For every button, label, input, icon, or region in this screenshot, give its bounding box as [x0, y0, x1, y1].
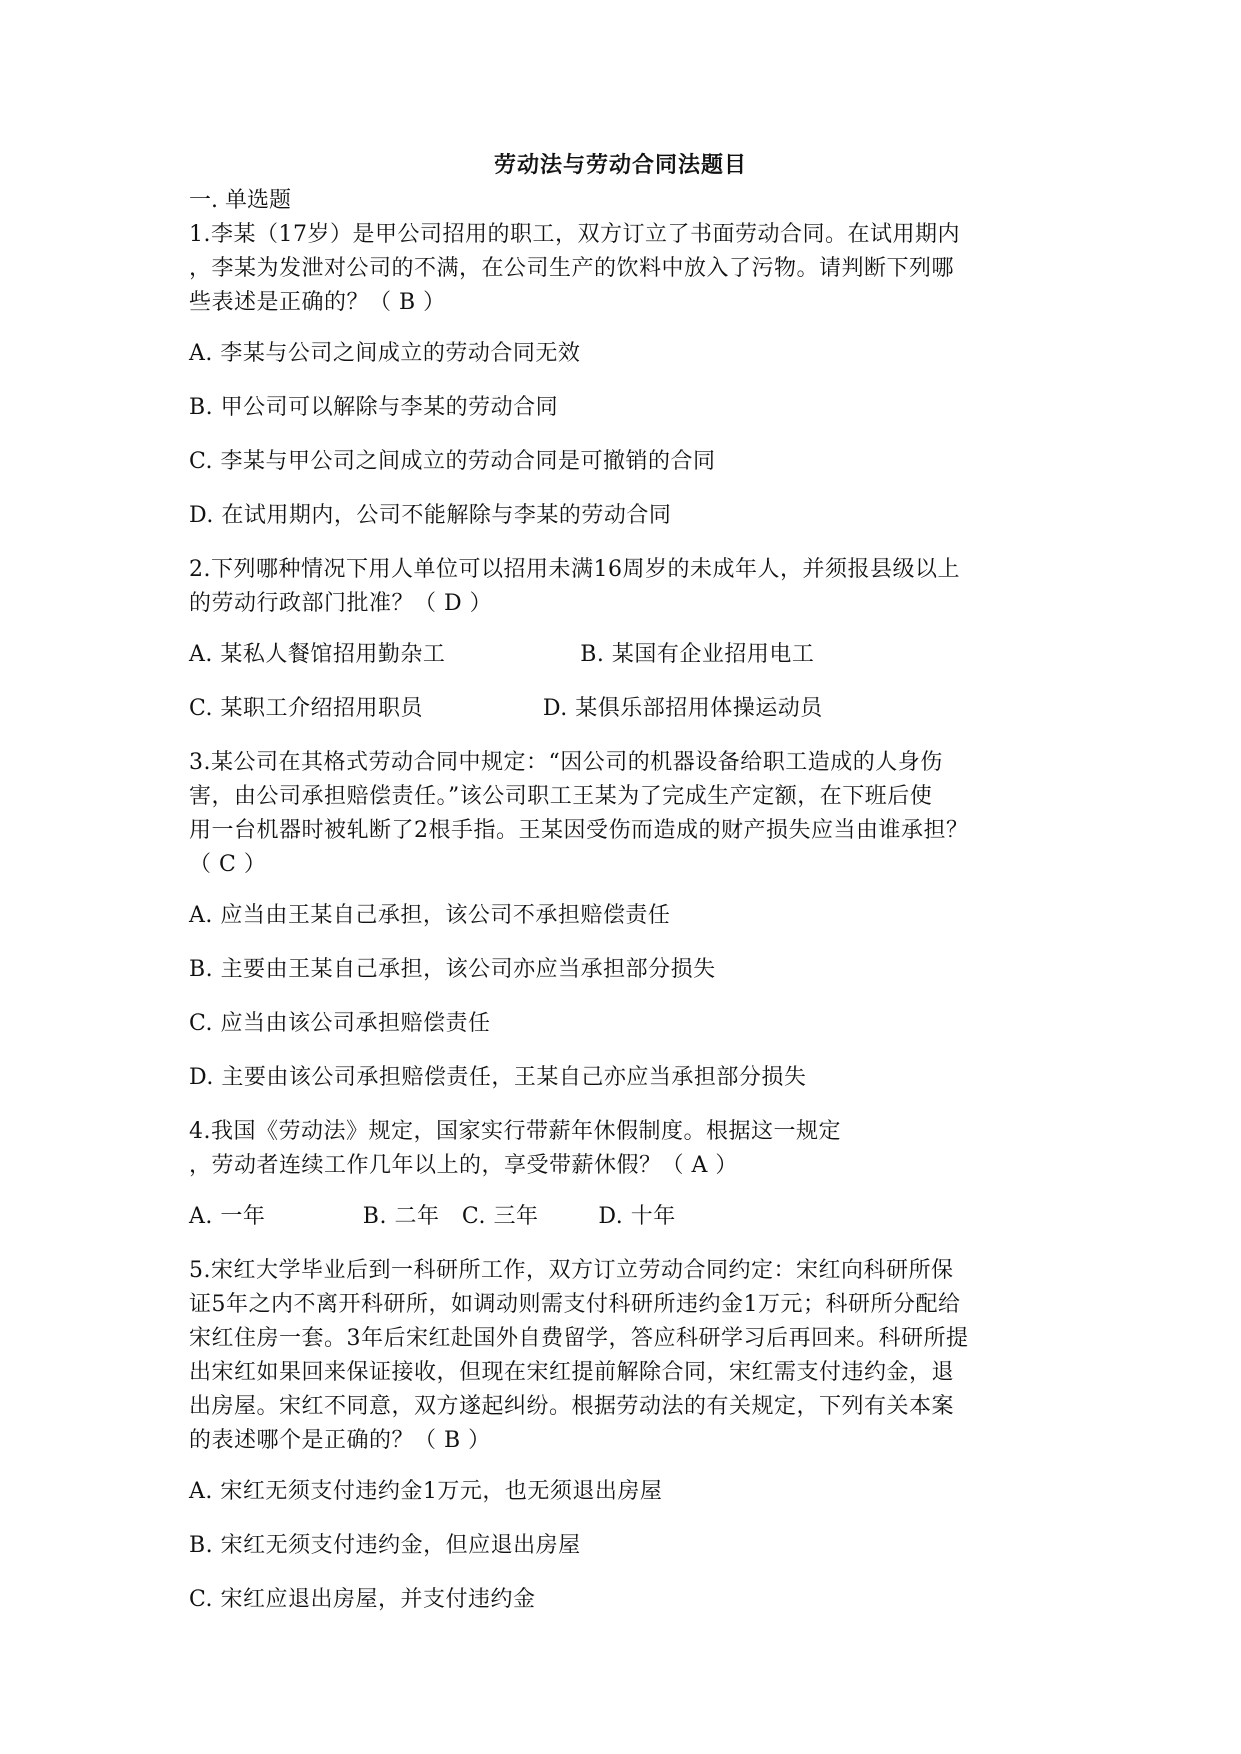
- question-stem-line: 出房屋。宋红不同意，双方遂起纠纷。根据劳动法的有关规定，下列有关本案: [189, 1394, 955, 1419]
- question-stem-line: 4.我国《劳动法》规定，国家实行带薪年休假制度。根据这一规定: [189, 1119, 841, 1144]
- option-row-ab: A. 某私人餐馆招用勤杂工 B. 某国有企业招用电工: [189, 642, 815, 667]
- question-stem-line: ，劳动者连续工作几年以上的，享受带薪休假？（ A ）: [189, 1153, 738, 1178]
- question-stem-line: 宋红住房一套。3年后宋红赴国外自费留学，答应科研学习后再回来。科研所提: [189, 1326, 969, 1351]
- question-stem-line: 2.下列哪种情况下用人单位可以招用未满16周岁的未成年人，并须报县级以上: [189, 557, 960, 582]
- option-b: B. 宋红无须支付违约金，但应退出房屋: [189, 1533, 581, 1558]
- option-d: D. 在试用期内，公司不能解除与李某的劳动合同: [189, 503, 672, 528]
- option-c: C. 李某与甲公司之间成立的劳动合同是可撤销的合同: [189, 449, 716, 474]
- question-stem-line: 出宋红如果回来保证接收，但现在宋红提前解除合同，宋红需支付违约金，退: [189, 1360, 955, 1385]
- question-2: [189, 553, 1059, 746]
- question-3: [189, 746, 1059, 1115]
- question-stem-line: 3.某公司在其格式劳动合同中规定：“因公司的机器设备给职工造成的人身伤: [189, 750, 943, 775]
- question-stem-line: 用一台机器时被轧断了2根手指。王某因受伤而造成的财产损失应当由谁承担？: [189, 818, 969, 843]
- page-title: 劳动法与劳动合同法题目: [493, 153, 747, 178]
- question-5: [189, 1254, 1059, 1617]
- question-stem-line: 害，由公司承担赔偿责任。”该公司职工王某为了完成生产定额，在下班后使: [189, 784, 933, 809]
- question-stem-line: 些表述是正确的？（ B ）: [189, 290, 446, 315]
- question-stem-line: 1.李某（17岁）是甲公司招用的职工，双方订立了书面劳动合同。在试用期内: [189, 222, 960, 247]
- question-list: [189, 218, 1059, 1617]
- question-1: [189, 218, 1059, 553]
- question-stem-line: 5.宋红大学毕业后到一科研所工作，双方订立劳动合同约定：宋红向科研所保: [189, 1258, 954, 1283]
- option-a: A. 宋红无须支付违约金1万元，也无须退出房屋: [189, 1479, 663, 1504]
- option-c: C. 宋红应退出房屋，并支付违约金: [189, 1587, 536, 1612]
- question-stem-line: 证5年之内不离开科研所，如调动则需支付科研所违约金1万元；科研所分配给: [189, 1292, 961, 1317]
- question-stem-line: 的表述哪个是正确的？（ B ）: [189, 1428, 491, 1453]
- option-a: A. 应当由王某自己承担，该公司不承担赔偿责任: [189, 903, 671, 928]
- option-b: B. 甲公司可以解除与李某的劳动合同: [189, 395, 559, 420]
- option-a: A. 李某与公司之间成立的劳动合同无效: [189, 341, 581, 366]
- question-stem-line: 的劳动行政部门批准？（ D ）: [189, 591, 493, 616]
- option-b: B. 主要由王某自己承担，该公司亦应当承担部分损失: [189, 957, 716, 982]
- option-row-cd: C. 某职工介绍招用职员 D. 某俱乐部招用体操运动员: [189, 696, 823, 721]
- question-stem-line: ，李某为发泄对公司的不满，在公司生产的饮料中放入了污物。请判断下列哪: [189, 256, 955, 281]
- section-heading: 一. 单选题: [189, 188, 291, 213]
- option-row-abcd: A. 一年 B. 二年 C. 三年 D. 十年: [189, 1204, 676, 1229]
- option-c: C. 应当由该公司承担赔偿责任: [189, 1011, 491, 1036]
- question-stem-line: （ C ）: [189, 852, 267, 877]
- option-d: D. 主要由该公司承担赔偿责任，王某自己亦应当承担部分损失: [189, 1065, 807, 1090]
- question-4: [189, 1115, 1059, 1254]
